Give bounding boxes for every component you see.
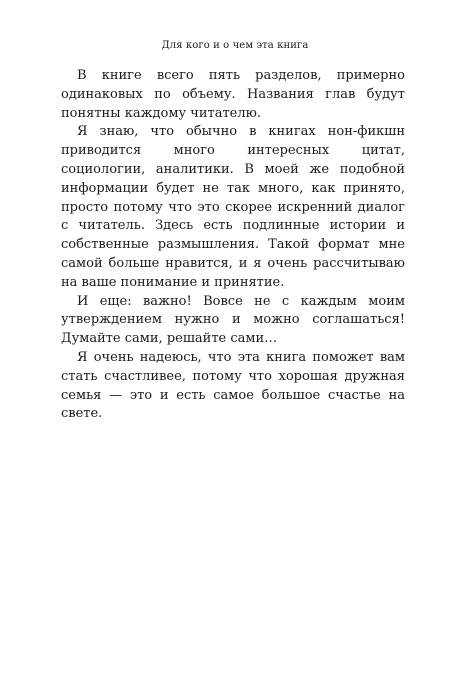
paragraph: Я знаю, что обычно в книгах нон-фикшн приводится много интересных цитат, социологии, аналитики. В моей же подобной информации будет не так много, как принято, просто потому что это скорее искренний диалог с читатель. Здесь есть подлинные истории и собственные размышления. Такой формат мне самой больше нравится, и я очень рассчитываю на ваше понимание и принятие. — [61, 124, 405, 290]
paragraph: Я очень надеюсь, что эта книга поможет вам стать счастливее, потому что хорошая дружная семья — это и есть самое большое счастье на свете. — [61, 349, 405, 422]
body-text — [61, 67, 405, 424]
paragraph: В книге всего пять разделов, примерно одинаковых по объему. Названия глав будут понятны каждому читателю. — [61, 68, 405, 121]
paragraph: И еще: важно! Вовсе не с каждым моим утверждением нужно и можно соглашаться! Думайте сами, решайте сами… — [61, 293, 405, 347]
running-header: Для кого и о чем эта книга — [161, 40, 309, 51]
